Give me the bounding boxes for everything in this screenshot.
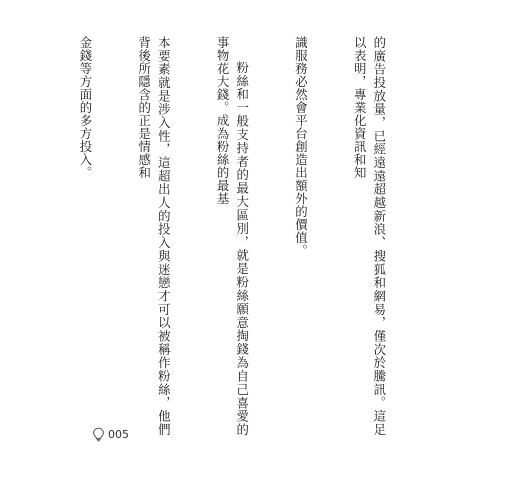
page-number-text: 005 (108, 428, 129, 441)
text-column: 本要素就是涉入性，這超出人的投入與迷戀才可以被稱作粉絲，他們背後所隱含的正是情感和 (136, 36, 172, 436)
page-number (92, 427, 129, 442)
paragraph-start-column: 粉絲和一般支持者的最大區別，就是粉絲願意掏錢為自己喜愛的事物花大錢。成為粉絲的最基 (215, 36, 250, 436)
text-column: 的廣告投放量，已經遠遠超越新浪、搜狐和網易，僅次於騰訊。這足以表明，專業化資訊和知 (352, 36, 387, 436)
lightbulb-icon (92, 427, 105, 442)
text-column: 識服務必然會平台創造出額外的價值。 (293, 36, 309, 257)
paragraph-gap (17, 36, 37, 436)
body-text (0, 36, 428, 436)
text-column: 金錢等方面的多方投入。 (77, 36, 93, 179)
